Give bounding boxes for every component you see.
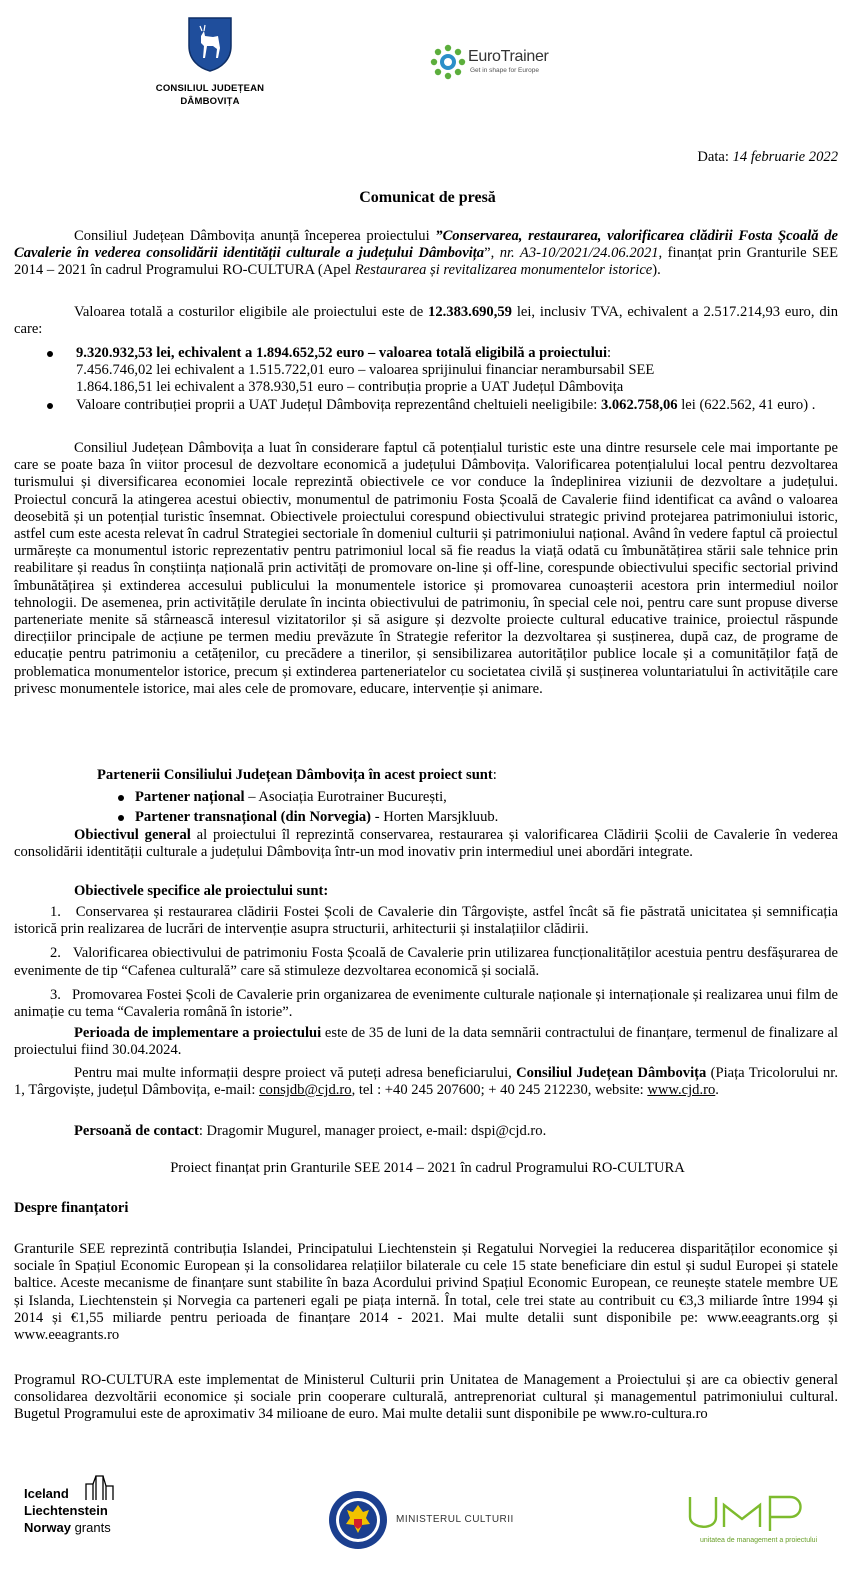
list-item xyxy=(14,904,838,938)
bullet-icon xyxy=(47,403,53,409)
budget-list xyxy=(14,345,838,414)
intro-paragraph xyxy=(14,228,838,280)
list-item xyxy=(14,345,838,362)
bullet-icon xyxy=(47,351,53,357)
romanian-government-seal-icon xyxy=(327,1489,389,1551)
email-link[interactable]: consjdb@cjd.ro xyxy=(259,1082,352,1099)
cjd-shield-icon xyxy=(187,16,233,72)
implementation-period-paragraph xyxy=(14,1025,838,1059)
partners-heading-tail: : xyxy=(492,767,497,783)
partners-heading xyxy=(97,767,837,784)
intro-text-4: ). xyxy=(652,262,661,279)
list-item xyxy=(14,807,838,827)
partners-list xyxy=(14,787,838,827)
eurotrainer-star-icon xyxy=(430,44,466,80)
funded-line: Proiect finanțat prin Granturile SEE 2014 – 2021 în cadrul Programului RO-CULTURA xyxy=(170,1160,685,1176)
general-objective-label: Obiectivul general xyxy=(74,827,191,843)
transnational-partner-name: - Horten Marsjkluub. xyxy=(371,809,499,825)
eurotrainer-name: EuroTrainer xyxy=(468,48,549,65)
total-amount: 12.383.690,59 xyxy=(428,304,512,320)
period-text: este de 35 de luni de la data semnării contractului de finanțare, termenul de finalizare al proiectului fiind 30.04.2024. xyxy=(14,1025,838,1059)
project-name: ”Conservarea, restaurarea, valorificarea clădirii Fosta Școală de Cavalerie în vederea consolidării identității culturale a județului Dâmbovița xyxy=(14,228,838,262)
transnational-partner-label: Partener transnațional (din Norvegia) xyxy=(135,809,372,825)
non-eligible-text: Valoare contribuției proprii a UAT Județul Dâmbovița reprezentând cheltuieli neeligibile: xyxy=(76,396,601,413)
date-value: 14 februarie 2022 xyxy=(732,149,838,165)
contact-person-label: Persoană de contact xyxy=(74,1123,199,1139)
grants-norway-word: Norway xyxy=(24,1520,71,1535)
item-number: 1. xyxy=(50,904,61,920)
eurotrainer-logo xyxy=(430,44,560,84)
grants-word: grants xyxy=(70,1520,111,1535)
item-text: Conservarea și restaurarea clădirii Fostei Școli de Cavalerie din Târgoviște, astfel încât să fie păstrată unicitatea și semnificația istorică prin realizarea de lucrări de intervenție asupra structurii, arhitecturii și instalațiilor clădirii. xyxy=(14,904,838,938)
eligible-total-tail: : xyxy=(607,345,612,361)
eligible-total: 9.320.932,53 lei, echivalent a 1.894.652,52 euro – valoarea totală eligibilă a proiectului xyxy=(76,345,608,361)
ministry-name: MINISTERUL CULTURII xyxy=(396,1514,514,1525)
website-link[interactable]: www.cjd.ro xyxy=(647,1082,716,1099)
eurotrainer-tagline: Get in shape for Europe xyxy=(470,67,540,74)
cjd-logo xyxy=(150,16,270,116)
grants-line-norway xyxy=(24,1520,111,1535)
info-text-2: (Piața Tricolorului nr. 1, Târgoviște, județul Dâmbovița, e-mail: xyxy=(14,1065,838,1099)
intro-text-1: Consiliul Județean Dâmbovița anunță începerea proiectului xyxy=(74,228,436,244)
cjd-name-line2: DÂMBOVIȚA xyxy=(180,96,240,107)
list-item xyxy=(14,362,838,379)
value-text-2: lei, inclusiv TVA, echivalent a 2.517.214,93 euro, din care: xyxy=(14,304,839,338)
value-paragraph xyxy=(14,304,838,338)
context-paragraph: Consiliul Județean Dâmbovița a luat în considerare faptul că potențialul turistic este una dintre resursele cele mai importante pe care se poate baza în viitor procesul de dezvoltare economică a județului Dâmbovița. Valorificarea potențialului local pentru dezvoltarea turismului și diversificarea economiei locale reprezintă obiectivele ce vor conduce la îndeplinirea viziunii de dezvoltare a județului. Proiectul concură la atingerea acestui obiectiv, monumentul de patrimoniu Fosta Școală de Cavalerie fiind identificat ca având o valoarea deosebită și un potențial turistic însemnat. Obiectivele proiectului corespund obiectivului strategic privind protejarea patrimoniului istoric, astfel cum este acesta relevat în cadrul Strategiei sectoriale în domeniul culturii și patrimoniului național. Având în vedere faptul că proiectul urmărește ca monumentul istoric reprezentativ pentru patrimoniul local să fie readus la viață odată cu îmbunătățirea stării sale tehnice prin reabilitare și readus în conștiința națională prin activități de promovare on-line și off-line, corespunde obiectivului specific sectorial privind îmbunătățirea și extinderea accesului publicului la monumentele istorice și promovarea cunoașterii acestora prin intermediul noilor tehnologii. De asemenea, prin activitățile derulate în incinta obiectivului de patrimoniu, în special cele noi, pentru care sunt propuse diverse parteneriate menite să stârnească interesul vizitatorilor și să asigure și dezvolte proiecte cultural educative trainice, proiectul răspunde direcțiilor principale de acțiune pe termen mediu prevăzute în Strategie referitor la dezvoltarea și susținerea, după caz, de programe de educație pentru patrimoniu a cetățenilor, cu precădere a tinerilor, și sensibilizarea autorităților publice locale și a comunităților față de problematica monumentelor istorice, precum și extinderea parteneriatelor cu societatea civilă și susținerea voluntariatului în activitățile care privesc monumentele istorice, mai ales cele de promovare, educare, intervenție și animare. xyxy=(14,440,838,697)
bullet-icon xyxy=(118,795,124,801)
page-title: Comunicat de presă xyxy=(359,189,496,206)
info-text-3: , tel : +40 245 207600; + 40 245 212230, website: xyxy=(351,1082,648,1099)
date-label: Data: xyxy=(697,149,733,165)
national-partner-label: Partener național xyxy=(135,789,245,805)
item-number: 3. xyxy=(50,986,61,1003)
call-name: Restaurarea și revitalizarea monumentelor istorice xyxy=(354,262,653,279)
about-funders-heading: Despre finanțatori xyxy=(14,1200,129,1216)
ump-logo xyxy=(686,1487,831,1549)
general-objective-paragraph xyxy=(14,827,838,861)
contact-info-paragraph xyxy=(14,1065,838,1099)
item-number: 2. xyxy=(50,945,61,962)
contract-number: nr. A3-10/2021/24.06.2021 xyxy=(499,245,659,262)
grants-line-iceland: Iceland xyxy=(24,1486,69,1501)
list-item xyxy=(14,379,838,396)
grants-graphic-icon xyxy=(84,1472,122,1502)
partners-heading-text: Partenerii Consiliului Județean Dâmbovița în acest proiect sunt xyxy=(97,767,493,783)
non-eligible-amount: 3.062.758,06 xyxy=(600,396,678,413)
value-text-1: Valoarea totală a costurilor eligibile ale proiectului este de xyxy=(74,304,429,320)
item-text: Valorificarea obiectivului de patrimoniu Fosta Școală de Cavalerie prin utilizarea funcționalităților acestuia pentru desfășurarea de evenimente de tip “Cafenea culturală” care să stimuleze dezvoltarea economică și socială. xyxy=(14,945,839,979)
grant-amount: 7.456.746,02 lei echivalent a 1.515.722,01 euro – valoarea sprijinului financiar nerambursabil SEE xyxy=(76,362,655,379)
info-text-4: . xyxy=(715,1082,719,1099)
intro-text-3: , finanțat prin Granturile SEE 2014 – 2021 în cadrul Programului RO-CULTURA (Apel xyxy=(14,245,839,279)
own-contribution: 1.864.186,51 lei echivalent a 378.930,51 euro – contribuția proprie a UAT Județul Dâmbovița xyxy=(76,379,624,396)
period-label: Perioada de implementare a proiectului xyxy=(74,1025,322,1041)
contact-person-paragraph xyxy=(14,1123,838,1140)
national-partner-name: – Asociația Eurotrainer București, xyxy=(244,789,447,805)
non-eligible-text-2: lei (622.562, 41 euro) . xyxy=(677,396,816,413)
list-item xyxy=(14,987,838,1021)
cjd-name-line1: CONSILIUL JUDEȚEAN xyxy=(155,83,265,94)
info-text-1: Pentru mai multe informații despre proiect vă puteți adresa beneficiarului, xyxy=(74,1065,517,1081)
general-objective-text: al proiectului îl reprezintă conservarea, restaurarea și valorificarea Clădirii Școlii de Cavalerie în vederea consolidării identității culturale a județului Dâmbovița într-un mod inovativ prin intermediul unei abordări integrate. xyxy=(14,827,838,861)
list-item xyxy=(14,397,838,414)
item-text: Promovarea Fostei Școli de Cavalerie prin organizarea de evenimente culturale naționale și internaționale și realizarea unui film de animație cu tema “Cavaleria română în istorie”. xyxy=(14,986,838,1021)
eea-norway-grants-logo xyxy=(24,1472,134,1544)
ump-mark-icon xyxy=(686,1487,826,1535)
list-item xyxy=(14,945,838,979)
ump-caption: unitatea de management a proiectului xyxy=(700,1537,818,1544)
intro-text-2: ”, xyxy=(484,245,500,262)
about-eea-paragraph: Granturile SEE reprezintă contribuția Islandei, Principatului Liechtenstein și Regatului Norvegiei la reducerea disparităților economice și sociale în Spațiul Economic European și la consolidarea relațiilor bilaterale cu cele 15 state beneficiare din estul și sudul Europei și statele baltice. Aceste mecanisme de finanțare sunt stabilite în baza Acordului privind Spațiul Economic European, ce reunește statele membre UE și Islanda, Liechtenstein și Norvegia ca parteneri egali pe piața internă. În total, cele trei state au contribuit cu €3,3 miliarde între 1994 și 2014 și €1,55 miliarde pentru perioada de finanțare 2014 - 2021. Mai multe detalii sunt disponibile pe: www.eeagrants.org și www.eeagrants.ro xyxy=(14,1241,838,1344)
about-ro-cultura-paragraph: Programul RO-CULTURA este implementat de Ministerul Culturii prin Unitatea de Management a Proiectului și are ca obiectiv general consolidarea dezvoltării economice și sociale prin cooperare culturală, antreprenoriat cultural și managementul patrimoniului cultural. Bugetul Programului este de aproximativ 34 milioane de euro. Mai multe detalii sunt disponibile pe www.ro-cultura.ro xyxy=(14,1372,838,1423)
contact-person-text: : Dragomir Mugurel, manager proiect, e-mail: dspi@cjd.ro. xyxy=(198,1123,547,1139)
beneficiary-name: Consiliul Județean Dâmbovița xyxy=(516,1065,707,1081)
press-release-date xyxy=(560,149,838,166)
government-seal-logo xyxy=(327,1489,389,1551)
list-item xyxy=(14,787,838,807)
specific-objectives-list xyxy=(14,904,838,1021)
specific-objectives-heading: Obiectivele specifice ale proiectului sunt: xyxy=(74,883,329,899)
bullet-icon xyxy=(118,815,124,821)
grants-line-liechtenstein: Liechtenstein xyxy=(24,1503,108,1518)
